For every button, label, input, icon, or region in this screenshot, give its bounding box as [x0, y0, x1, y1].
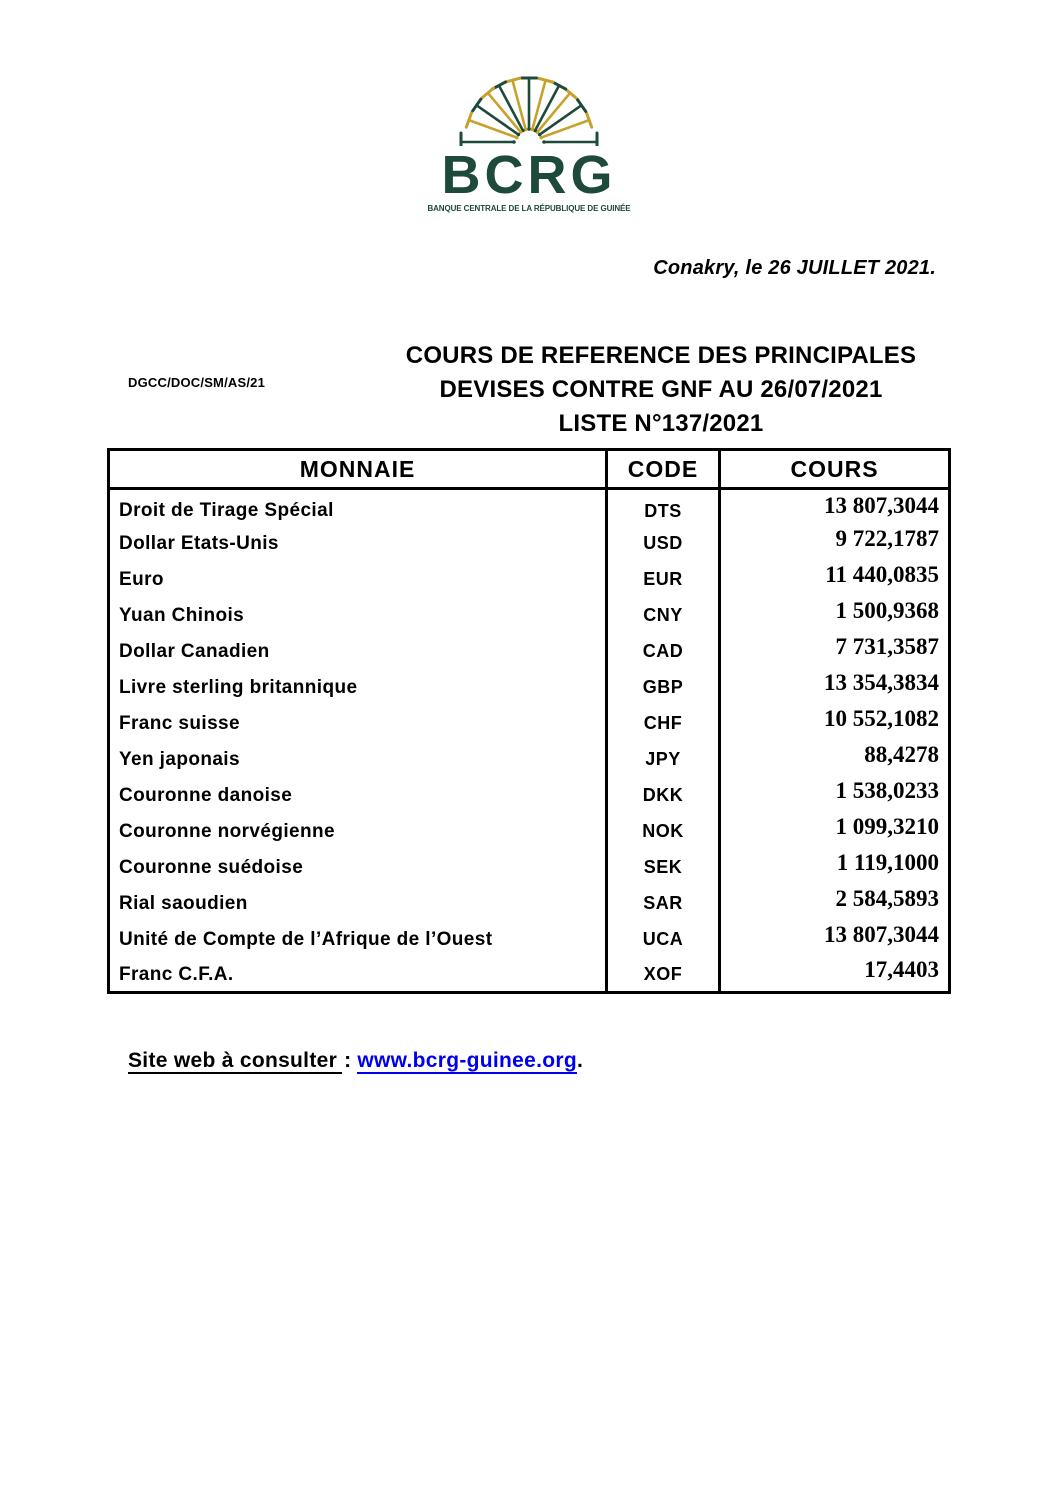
- rate-value-cell: 13 807,3044: [720, 489, 950, 525]
- rate-value-cell: 13 354,3834: [720, 669, 950, 705]
- currency-code-cell: CHF: [607, 705, 720, 741]
- currency-code-cell: NOK: [607, 813, 720, 849]
- table-row: [109, 813, 950, 849]
- sunburst-rays-icon: [459, 68, 599, 146]
- table-header-row: [109, 450, 950, 489]
- column-header-cours: COURS: [720, 450, 950, 489]
- rate-value-cell: 1 099,3210: [720, 813, 950, 849]
- rate-value-cell: 10 552,1082: [720, 705, 950, 741]
- currency-name-cell: Droit de Tirage Spécial: [109, 489, 607, 525]
- currency-code-cell: GBP: [607, 669, 720, 705]
- column-header-monnaie: MONNAIE: [109, 450, 607, 489]
- table-row: [109, 597, 950, 633]
- rate-value-cell: 88,4278: [720, 741, 950, 777]
- currency-name-cell: Franc suisse: [109, 705, 607, 741]
- table-row: [109, 561, 950, 597]
- currency-name-cell: Couronne norvégienne: [109, 813, 607, 849]
- currency-code-cell: DTS: [607, 489, 720, 525]
- rate-value-cell: 9 722,1787: [720, 525, 950, 561]
- footer-separator: :: [344, 1049, 352, 1072]
- reference-code: DGCC/DOC/SM/AS/21: [128, 375, 266, 390]
- rate-value-cell: 1 500,9368: [720, 597, 950, 633]
- rate-value-cell: 1 538,0233: [720, 777, 950, 813]
- table-row: [109, 705, 950, 741]
- rates-table: [107, 448, 951, 994]
- table-row: [109, 921, 950, 957]
- rate-value-cell: 13 807,3044: [720, 921, 950, 957]
- currency-name-cell: Franc C.F.A.: [109, 957, 607, 993]
- currency-code-cell: CNY: [607, 597, 720, 633]
- date-line: Conakry, le 26 JUILLET 2021.: [653, 257, 936, 279]
- table-row: [109, 777, 950, 813]
- table-row: [109, 849, 950, 885]
- rate-value-cell: 17,4403: [720, 957, 950, 993]
- rate-value-cell: 11 440,0835: [720, 561, 950, 597]
- rate-value-cell: 7 731,3587: [720, 633, 950, 669]
- document-title-line-2: DEVISES CONTRE GNF AU 26/07/2021: [439, 376, 883, 403]
- table-row: [109, 957, 950, 993]
- rate-value-cell: 2 584,5893: [720, 885, 950, 921]
- currency-code-cell: DKK: [607, 777, 720, 813]
- table-row: [109, 669, 950, 705]
- currency-code-cell: JPY: [607, 741, 720, 777]
- currency-name-cell: Dollar Etats-Unis: [109, 525, 607, 561]
- table-row: [109, 525, 950, 561]
- currency-name-cell: Yuan Chinois: [109, 597, 607, 633]
- table-row: [109, 885, 950, 921]
- website-label: Site web à consulter: [128, 1049, 342, 1074]
- column-header-code: CODE: [607, 450, 720, 489]
- bcrg-logo: [0, 68, 1058, 213]
- currency-name-cell: Couronne danoise: [109, 777, 607, 813]
- table-row: [109, 633, 950, 669]
- currency-name-cell: Livre sterling britannique: [109, 669, 607, 705]
- logo-tagline: BANQUE CENTRALE DE LA RÉPUBLIQUE DE GUINÉE: [427, 204, 631, 213]
- logo-wordmark: BCRG: [441, 145, 617, 205]
- document-title: [262, 339, 1058, 441]
- currency-name-cell: Dollar Canadien: [109, 633, 607, 669]
- currency-name-cell: Yen japonais: [109, 741, 607, 777]
- currency-code-cell: CAD: [607, 633, 720, 669]
- currency-name-cell: Euro: [109, 561, 607, 597]
- document-title-line-1: COURS DE REFERENCE DES PRINCIPALES: [405, 342, 917, 369]
- rate-value-cell: 1 119,1000: [720, 849, 950, 885]
- document-title-line-3: LISTE N°137/2021: [558, 410, 764, 437]
- table-row: [109, 741, 950, 777]
- currency-code-cell: UCA: [607, 921, 720, 957]
- currency-code-cell: SAR: [607, 885, 720, 921]
- currency-code-cell: SEK: [607, 849, 720, 885]
- currency-code-cell: USD: [607, 525, 720, 561]
- website-link[interactable]: www.bcrg-guinee.org: [357, 1049, 577, 1072]
- currency-code-cell: EUR: [607, 561, 720, 597]
- table-row: [109, 489, 950, 525]
- currency-name-cell: Couronne suédoise: [109, 849, 607, 885]
- footer-line: [128, 1049, 583, 1073]
- footer-period: .: [576, 1049, 584, 1072]
- currency-code-cell: XOF: [607, 957, 720, 993]
- currency-name-cell: Rial saoudien: [109, 885, 607, 921]
- currency-name-cell: Unité de Compte de l’Afrique de l’Ouest: [109, 921, 607, 957]
- rates-table-body: [109, 489, 950, 993]
